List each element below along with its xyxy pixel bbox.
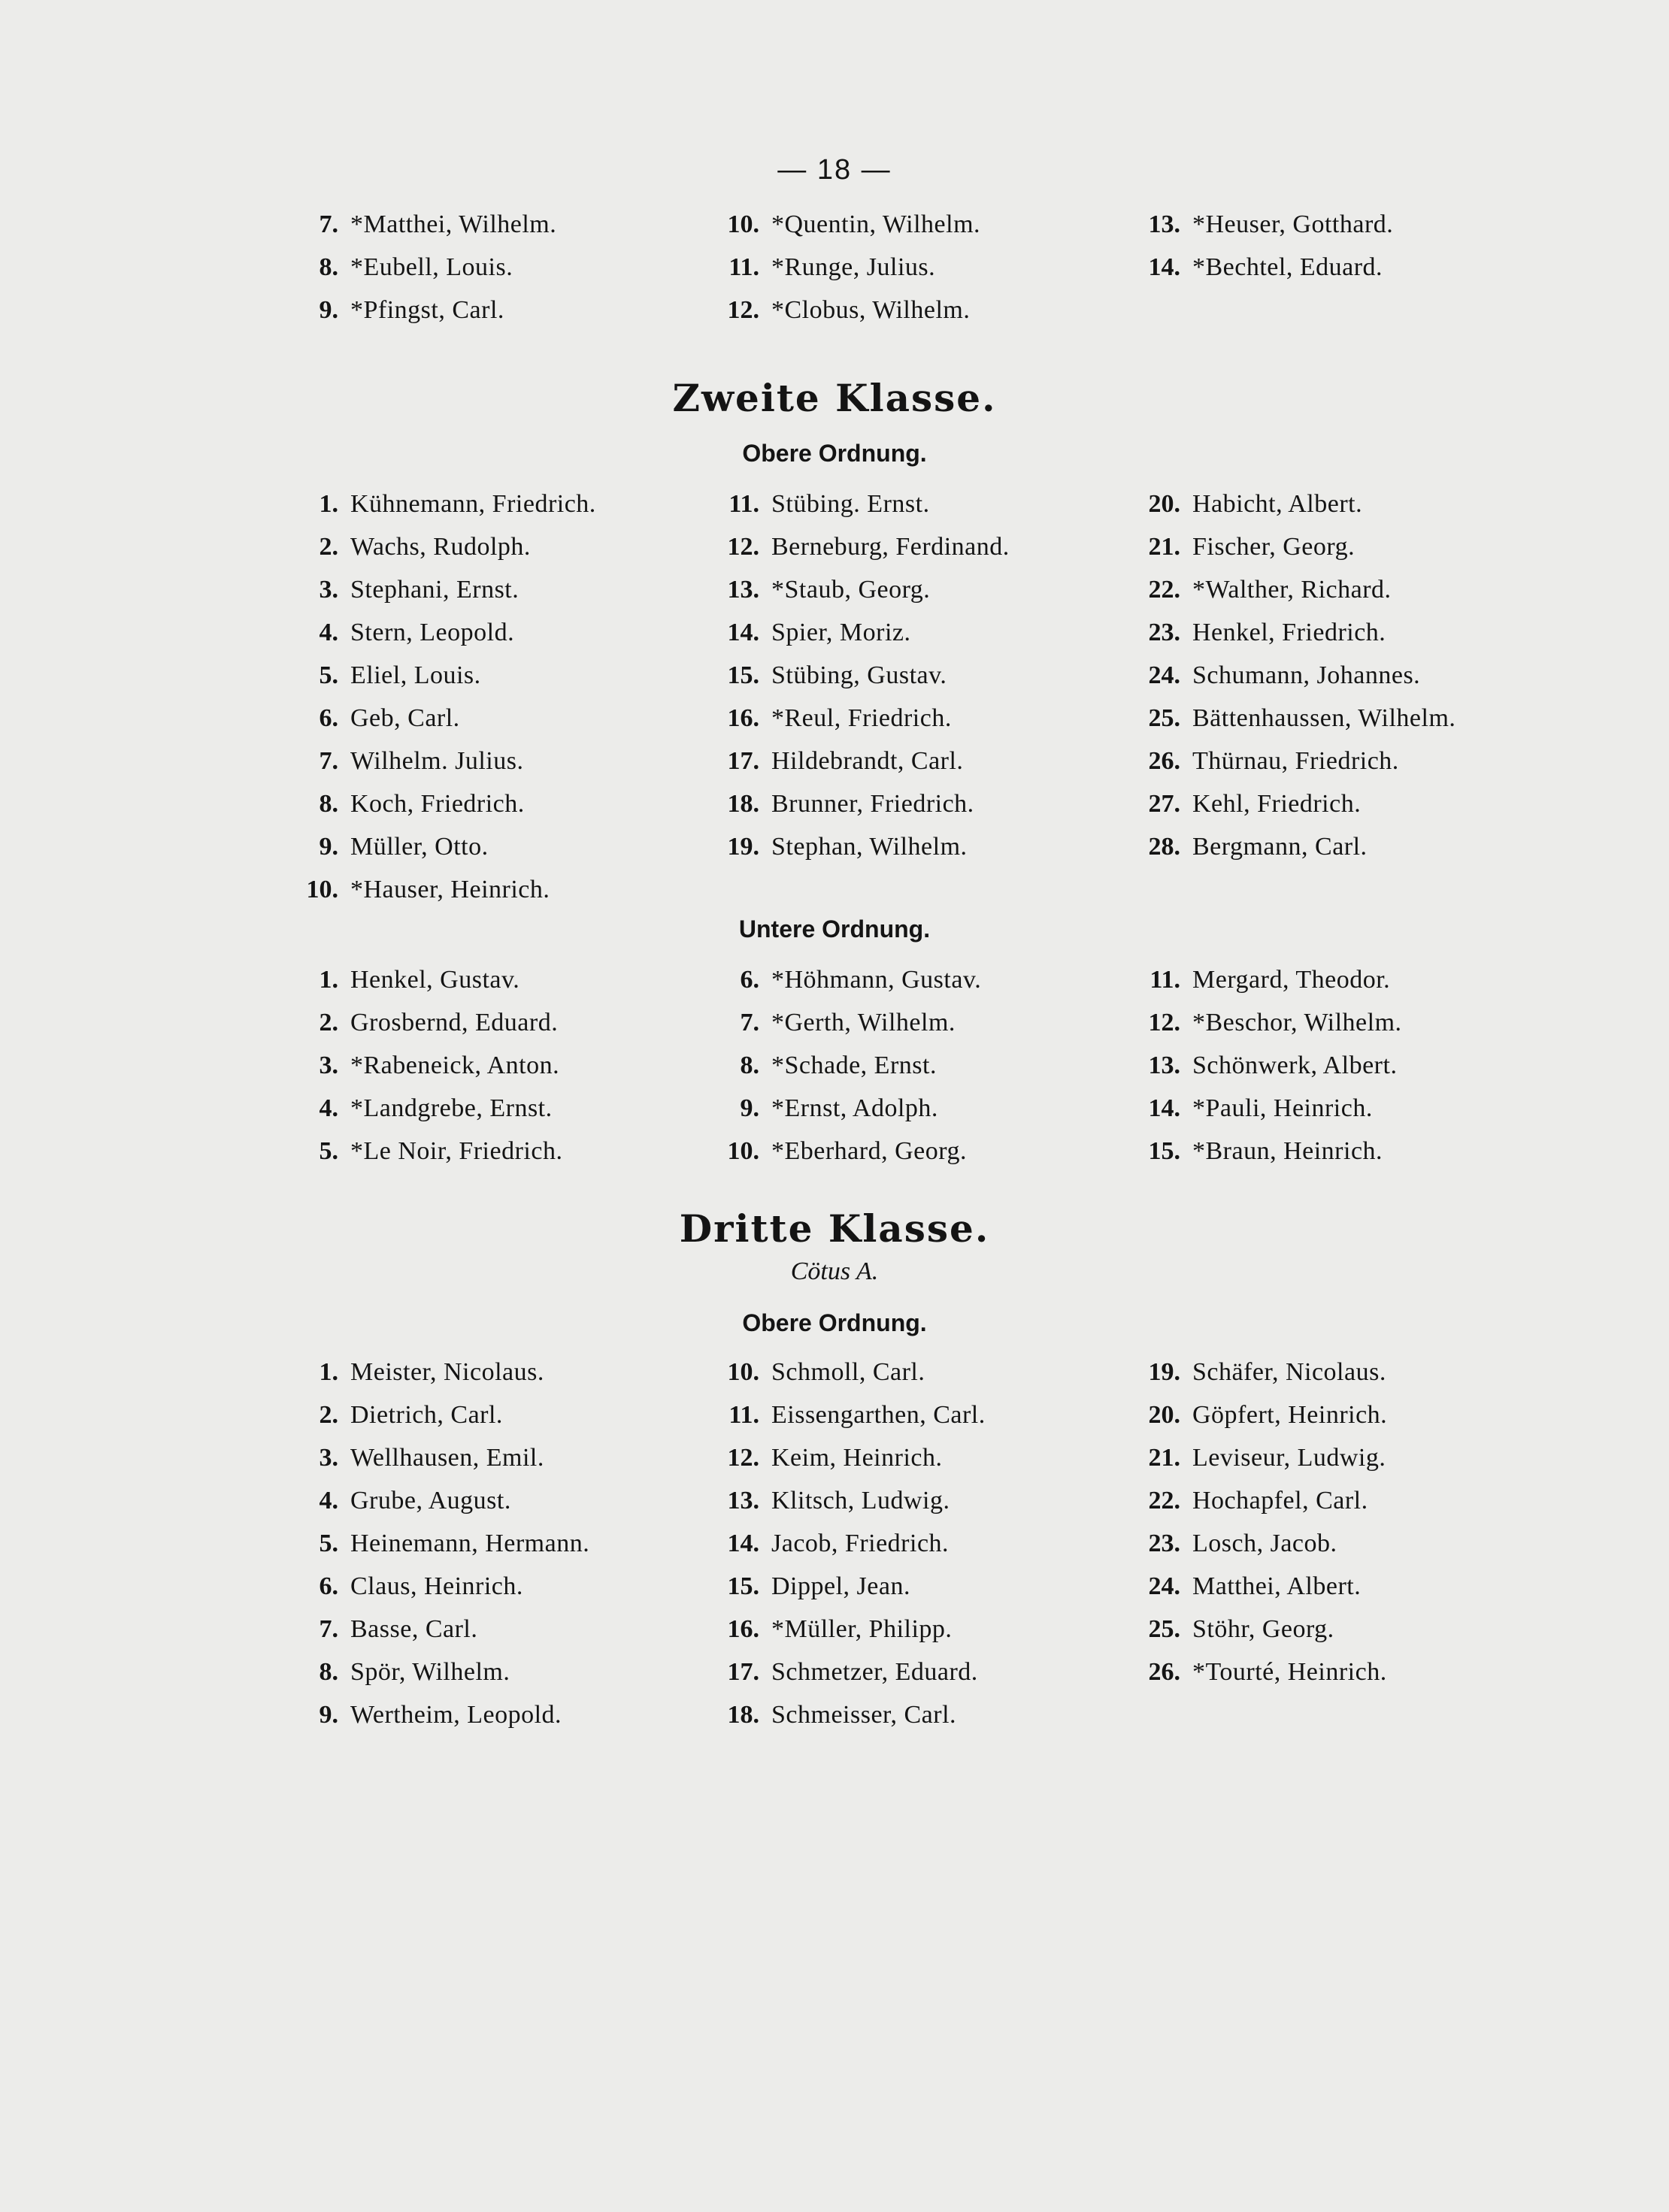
list-item: 9. *Ernst, Adolph. [740,1094,938,1122]
list-item: 17. Hildebrandt, Carl. [727,746,964,775]
list-item: 1. Meister, Nicolaus. [319,1357,544,1386]
list-item: 18. Brunner, Friedrich. [727,789,974,818]
list-item: 22. *Walther, Richard. [1148,575,1392,604]
list-item [722,868,1143,911]
list-item: 15. Stübing, Gustav. [727,661,947,689]
list-item: 6. Geb, Carl. [319,704,460,732]
list-item: 14. Jacob, Friedrich. [727,1529,950,1557]
list-item: 12. Keim, Heinrich. [727,1443,943,1472]
section-title-dritte: Dritte Klasse. [679,1206,990,1251]
list-item: 12. Berneburg, Ferdinand. [727,532,1010,561]
list-item: 7. Wilhelm. Julius. [319,746,524,775]
list-item: 11. Eissengarthen, Carl. [728,1400,986,1429]
list-item: 1. Henkel, Gustav. [319,965,520,994]
subsection-heading-untere: Untere Ordnung. [738,915,931,943]
list-item: 7. *Gerth, Wilhelm. [740,1008,956,1036]
zweite-obere-list [0,483,1669,911]
list-item: 3. *Rabeneick, Anton. [319,1051,560,1079]
list-item: 6. Claus, Heinrich. [319,1572,523,1600]
list-item: 19. Schäfer, Nicolaus. [1148,1357,1386,1386]
list-item: 23. Losch, Jacob. [1148,1529,1337,1557]
top-list [0,203,1669,331]
list-item: 24. Matthei, Albert. [1148,1572,1362,1600]
list-item: 9. Müller, Otto. [319,832,489,861]
list-item: 14. Spier, Moriz. [727,618,911,646]
dritte-obere-list [0,1351,1669,1736]
list-item: 9. Wertheim, Leopold. [319,1700,562,1729]
list-item: 10. *Hauser, Heinrich. [306,875,550,903]
list-item: 4. *Landgrebe, Ernst. [319,1094,553,1122]
list-item: 14. *Bechtel, Eduard. [1148,253,1383,281]
list-item: 1. Kühnemann, Friedrich. [319,489,596,518]
list-item: 15. *Braun, Heinrich. [1148,1136,1383,1165]
list-item: 13. *Heuser, Gotthard. [1148,210,1394,238]
list-item: 19. Stephan, Wilhelm. [727,832,968,861]
list-item: 8. Spör, Wilhelm. [319,1657,510,1686]
list-item: 7. *Matthei, Wilhelm. [319,210,557,238]
top-list-grid [301,203,1669,331]
list-item: 28. Bergmann, Carl. [1148,832,1368,861]
list-item: 11. Mergard, Theodor. [1150,965,1391,994]
list-item: 21. Leviseur, Ludwig. [1148,1443,1386,1472]
list-item: 11. *Runge, Julius. [728,253,936,281]
list-item: 4. Stern, Leopold. [319,618,515,646]
list-item: 25. Bättenhaussen, Wilhelm. [1148,704,1456,732]
list-item: 11. Stübing. Ernst. [728,489,930,518]
list-item: 8. *Schade, Ernst. [740,1051,937,1079]
list-item: 14. *Pauli, Heinrich. [1148,1094,1373,1122]
zweite-untere-list [0,958,1669,1173]
list-item: 5. Eliel, Louis. [319,661,481,689]
list-item: 27. Kehl, Friedrich. [1148,789,1362,818]
list-item: 6. *Höhmann, Gustav. [740,965,982,994]
list-item: 15. Dippel, Jean. [727,1572,910,1600]
list-item: 12. *Beschor, Wilhelm. [1148,1008,1402,1036]
subsection-heading-dritte-obere: Obere Ordnung. [742,1309,927,1336]
list-item [1143,868,1519,911]
list-item: 22. Hochapfel, Carl. [1148,1486,1368,1515]
page-number: — 18 — [777,154,892,186]
list-item [1143,289,1519,331]
list-item: 25. Stöhr, Georg. [1148,1614,1334,1643]
list-item: 5. *Le Noir, Friedrich. [319,1136,563,1165]
list-item: 18. Schmeisser, Carl. [727,1700,957,1729]
list-item: 5. Heinemann, Hermann. [319,1529,590,1557]
list-item: 4. Grube, August. [319,1486,511,1515]
list-item [1143,1693,1519,1736]
list-item: 9. *Pfingst, Carl. [319,295,504,324]
list-item: 10. Schmoll, Carl. [727,1357,925,1386]
list-item: 16. *Müller, Philipp. [727,1614,953,1643]
list-item: 3. Wellhausen, Emil. [319,1443,544,1472]
list-item: 13. Klitsch, Ludwig. [727,1486,950,1515]
section-title-zweite: Zweite Klasse. [672,376,997,420]
list-item: 13. Schönwerk, Albert. [1148,1051,1398,1079]
list-item: 13. *Staub, Georg. [727,575,931,604]
zweite-untere-grid [301,958,1669,1173]
list-item: 17. Schmetzer, Eduard. [727,1657,978,1686]
list-item: 10. *Quentin, Wilhelm. [727,210,981,238]
list-item: 10. *Eberhard, Georg. [727,1136,967,1165]
list-item: 26. *Tourté, Heinrich. [1148,1657,1387,1686]
zweite-obere-grid [301,483,1669,911]
list-item: 8. Koch, Friedrich. [319,789,525,818]
list-item: 2. Wachs, Rudolph. [319,532,531,561]
list-item: 23. Henkel, Friedrich. [1148,618,1386,646]
list-item: 2. Dietrich, Carl. [319,1400,503,1429]
dritte-obere-grid [301,1351,1669,1736]
list-item: 3. Stephani, Ernst. [319,575,519,604]
list-item: 24. Schumann, Johannes. [1148,661,1421,689]
cotus-label: Cötus A. [790,1257,879,1285]
list-item: 26. Thürnau, Friedrich. [1148,746,1399,775]
subsection-heading-obere: Obere Ordnung. [742,440,927,467]
list-item: 8. *Eubell, Louis. [319,253,513,281]
list-item: 20. Göpfert, Heinrich. [1148,1400,1388,1429]
list-item: 12. *Clobus, Wilhelm. [727,295,971,324]
list-item: 7. Basse, Carl. [319,1614,478,1643]
list-item: 2. Grosbernd, Eduard. [319,1008,559,1036]
list-item: 16. *Reul, Friedrich. [727,704,952,732]
list-item: 21. Fischer, Georg. [1148,532,1355,561]
list-item: 20. Habicht, Albert. [1148,489,1363,518]
